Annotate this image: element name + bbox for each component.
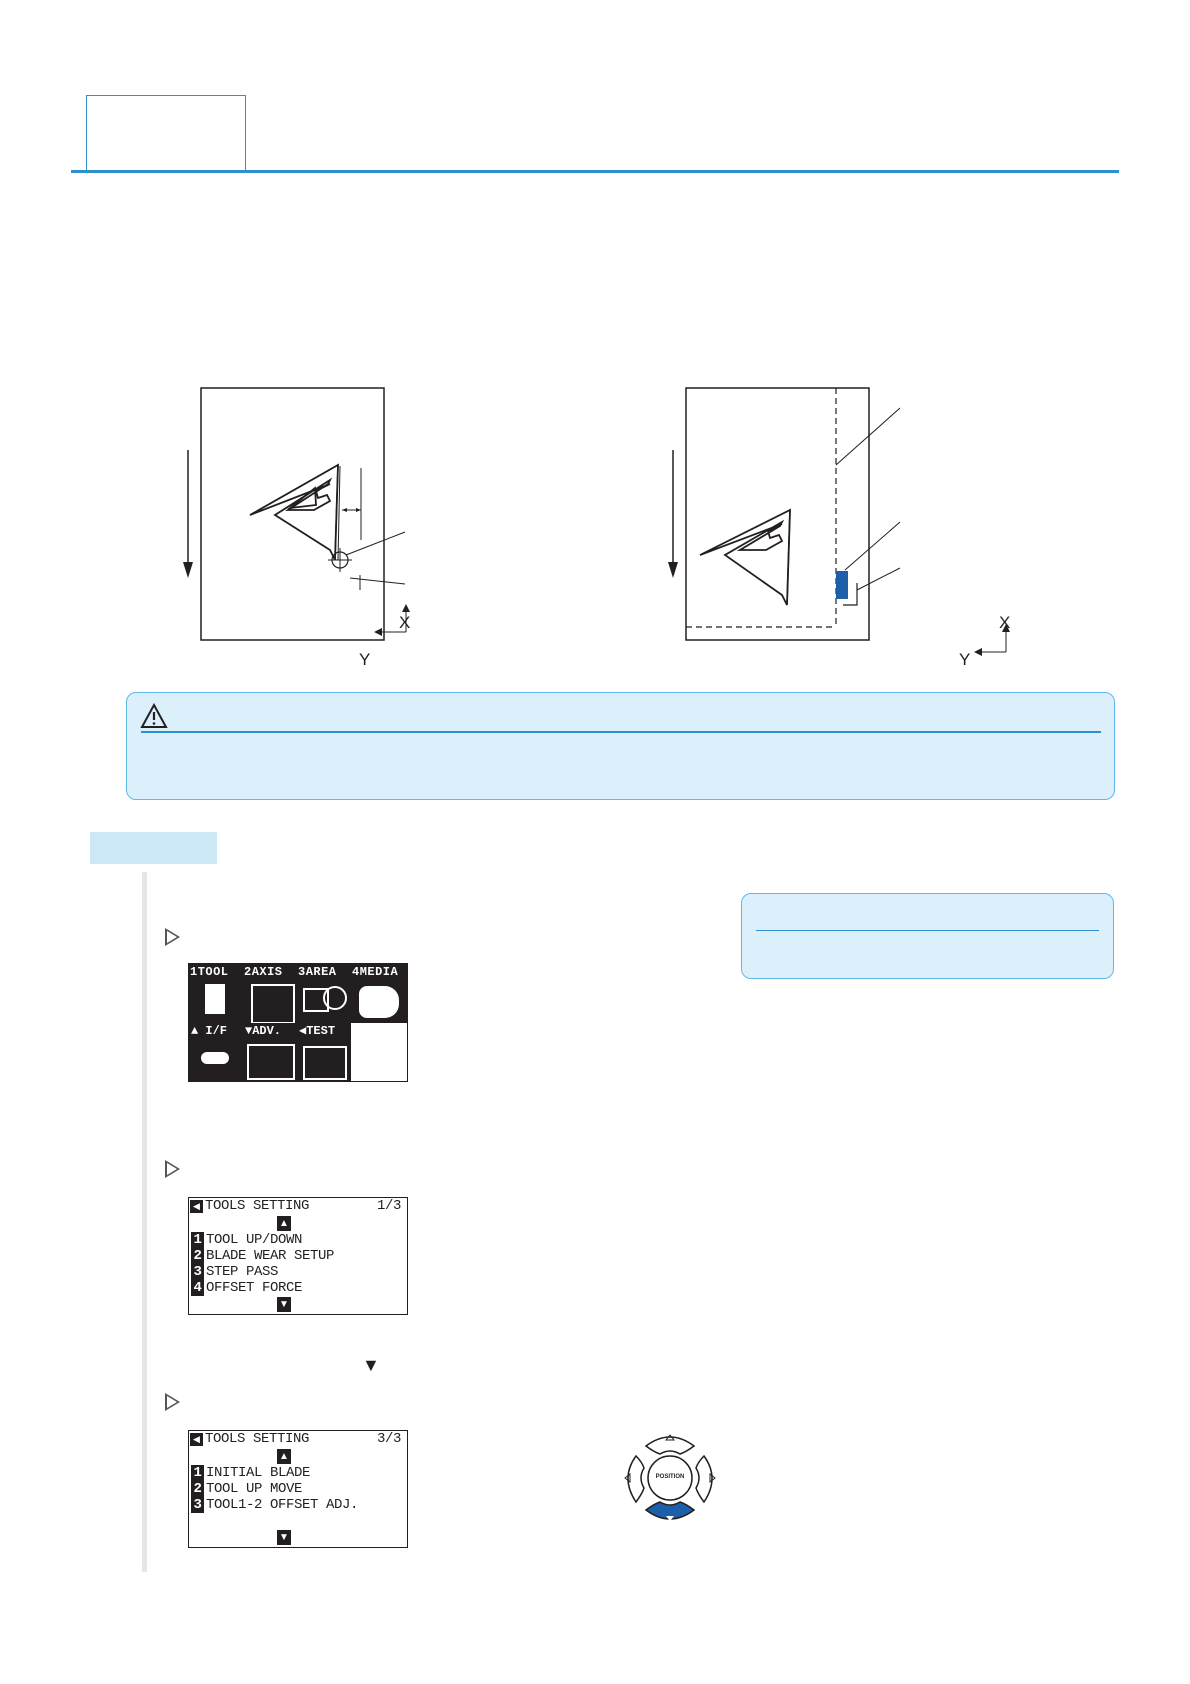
menu-item-3[interactable]: 3 STEP PASS: [191, 1264, 278, 1280]
warning-triangle-icon: [140, 703, 168, 729]
screen-page: 1/3: [377, 1198, 402, 1214]
axis-y-label-right: Y: [959, 650, 971, 669]
step-marker-3: [165, 1393, 180, 1411]
plotter-icon: [247, 1044, 295, 1080]
screen-page: 3/3: [377, 1431, 402, 1447]
leader-1: [836, 408, 900, 465]
tools-setting-screen-1: [188, 1197, 408, 1315]
header-rule: [71, 170, 1119, 173]
note-box: [741, 893, 1114, 979]
scroll-up-icon[interactable]: ▲: [277, 1449, 291, 1464]
axis-y-label-left: Y: [359, 650, 371, 669]
screen-title: TOOLS SETTING: [205, 1198, 310, 1214]
leader-1: [346, 532, 405, 555]
diagram-offset-left: [180, 380, 430, 680]
header-tab-box: [86, 95, 246, 172]
menu-item-3[interactable]: 3 TOOL1-2 OFFSET ADJ.: [191, 1497, 358, 1513]
letter-a-outline: [250, 465, 338, 560]
scroll-up-icon[interactable]: ▲: [277, 1216, 291, 1231]
menu-tab-test[interactable]: ◀TEST: [299, 1024, 336, 1038]
area-circle-icon: [323, 986, 347, 1010]
step-marker-2: [165, 1160, 180, 1178]
media-sheet: [686, 388, 869, 640]
leader-2: [350, 578, 405, 584]
main-menu-screen: [188, 963, 408, 1082]
steps-rail: [142, 872, 147, 1572]
back-arrow-icon[interactable]: ◀: [190, 1200, 203, 1213]
note-rule: [756, 930, 1099, 931]
menu-tab-tool[interactable]: 1TOOL: [190, 965, 229, 979]
axis-x-label-right: X: [999, 613, 1011, 632]
media-roll-icon: [359, 986, 399, 1018]
section-tab: [90, 832, 217, 864]
menu-tab-axis[interactable]: 2AXIS: [244, 965, 283, 979]
down-arrow-icon: ▼: [362, 1355, 380, 1375]
position-label: POSITION: [655, 1474, 685, 1480]
leader-2: [845, 522, 900, 570]
caution-rule: [141, 731, 1101, 733]
tools-setting-screen-3: [188, 1430, 408, 1548]
menu-tab-if[interactable]: ▲ I/F: [191, 1024, 228, 1038]
media-sheet: [201, 388, 384, 640]
menu-item-1[interactable]: 1 TOOL UP/DOWN: [191, 1232, 302, 1248]
scroll-down-icon[interactable]: ▼: [277, 1530, 291, 1545]
axis-icon: [251, 984, 295, 1024]
menu-tab-adv[interactable]: ▼ADV.: [245, 1024, 282, 1038]
menu-tab-area[interactable]: 3AREA: [298, 965, 337, 979]
axis-x-label-left: X: [399, 613, 411, 632]
back-arrow-icon[interactable]: ◀: [190, 1433, 203, 1446]
diagram-offset-right: [665, 380, 915, 680]
menu-item-2[interactable]: 2 BLADE WEAR SETUP: [191, 1248, 334, 1264]
interface-port-icon: [201, 1052, 229, 1064]
step-marker-1: [165, 928, 180, 946]
feed-arrow-head: [183, 562, 193, 578]
menu-item-1[interactable]: 1 INITIAL BLADE: [191, 1465, 310, 1481]
screen-title: TOOLS SETTING: [205, 1431, 310, 1447]
menu-tab-media[interactable]: 4MEDIA: [352, 965, 399, 979]
feed-arrow-head: [668, 562, 678, 578]
letter-a-outline: [700, 510, 790, 605]
scroll-down-icon[interactable]: ▼: [277, 1297, 291, 1312]
caution-box: [126, 692, 1115, 800]
tool-icon: [205, 984, 225, 1014]
test-pattern-icon: [303, 1046, 347, 1080]
tool-blue-block: [836, 571, 848, 599]
menu-item-2[interactable]: 2 TOOL UP MOVE: [191, 1481, 302, 1497]
leader-3: [857, 568, 900, 590]
menu-item-4[interactable]: 4 OFFSET FORCE: [191, 1280, 302, 1296]
